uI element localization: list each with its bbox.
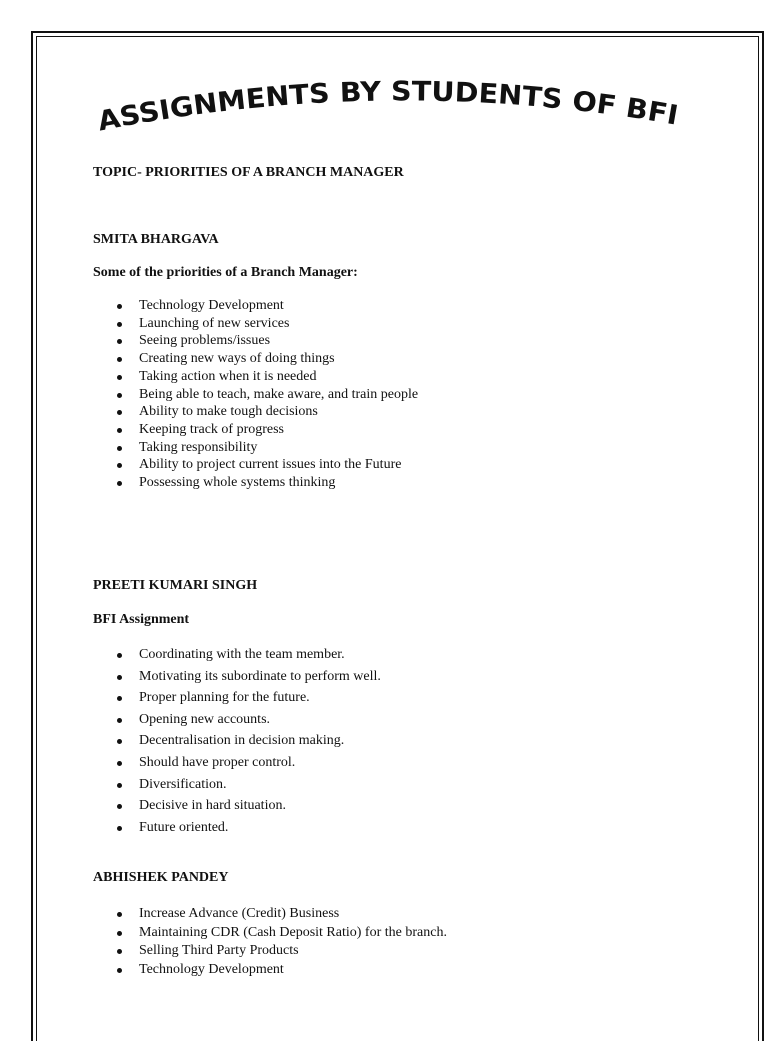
list-item: Ability to project current issues into the Future <box>93 456 418 474</box>
svg-text:ASSIGNMENTS BY STUDENTS OF BFI <box>95 76 680 137</box>
section-author: PREETI KUMARI SINGH <box>93 578 258 593</box>
section-smita-list <box>93 297 418 492</box>
list-item: Being able to teach, make aware, and train people <box>93 386 418 404</box>
list-item: Coordinating with the team member. <box>93 644 381 666</box>
document-title <box>0 0 768 150</box>
section-preeti <box>93 578 257 594</box>
section-smita-subheading <box>93 265 358 281</box>
list-item: Taking action when it is needed <box>93 368 418 386</box>
list-item: Taking responsibility <box>93 439 418 457</box>
list-item: Decentralisation in decision making. <box>93 730 381 752</box>
list-item: Keeping track of progress <box>93 421 418 439</box>
section-author: ABHISHEK PANDEY <box>93 870 229 885</box>
topic-text: TOPIC- PRIORITIES OF A BRANCH MANAGER <box>93 165 404 180</box>
list-item: Should have proper control. <box>93 752 381 774</box>
section-author: SMITA BHARGAVA <box>93 232 219 247</box>
section-smita <box>93 232 219 248</box>
list-item: Seeing problems/issues <box>93 332 418 350</box>
list-item: Launching of new services <box>93 315 418 333</box>
section-preeti-subheading <box>93 612 189 628</box>
section-preeti-list <box>93 644 381 838</box>
topic-heading <box>93 165 404 181</box>
list-item: Opening new accounts. <box>93 709 381 731</box>
list-item: Maintaining CDR (Cash Deposit Ratio) for the branch. <box>93 924 447 943</box>
section-subheading: Some of the priorities of a Branch Manager: <box>93 265 358 280</box>
page-border-inner <box>36 36 759 1041</box>
list-item: Creating new ways of doing things <box>93 350 418 368</box>
document-title-text: ASSIGNMENTS BY STUDENTS OF BFI <box>95 76 680 138</box>
section-abhishek <box>93 870 228 886</box>
section-subheading: BFI Assignment <box>93 612 190 627</box>
list-item: Technology Development <box>93 297 418 315</box>
section-abhishek-list <box>93 905 447 979</box>
list-item: Proper planning for the future. <box>93 687 381 709</box>
list-item: Decisive in hard situation. <box>93 795 381 817</box>
list-item: Motivating its subordinate to perform well. <box>93 666 381 688</box>
list-item: Ability to make tough decisions <box>93 403 418 421</box>
list-item: Possessing whole systems thinking <box>93 474 418 492</box>
list-item: Technology Development <box>93 961 447 980</box>
list-item: Increase Advance (Credit) Business <box>93 905 447 924</box>
list-item: Diversification. <box>93 774 381 796</box>
list-item: Selling Third Party Products <box>93 942 447 961</box>
list-item: Future oriented. <box>93 817 381 839</box>
